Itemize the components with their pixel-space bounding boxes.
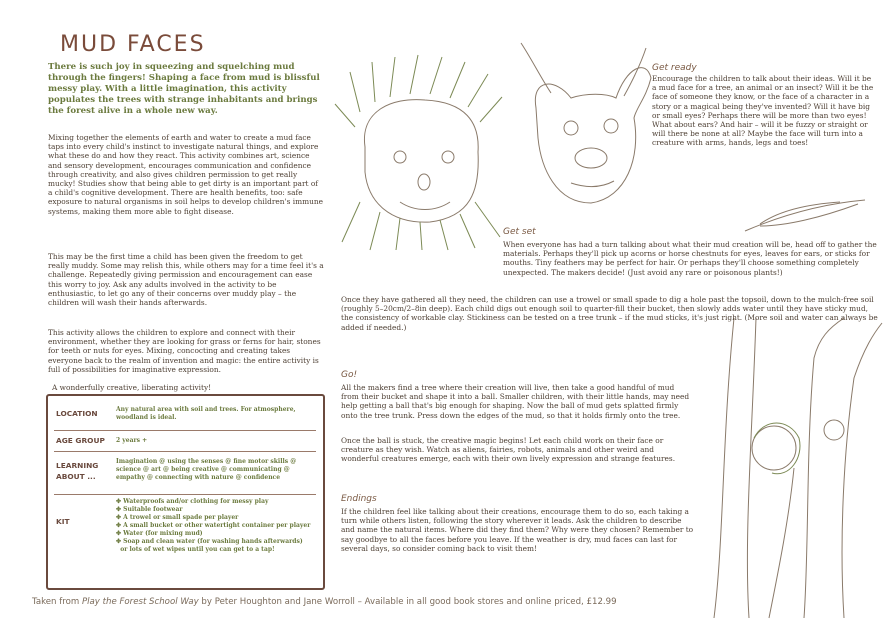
activity-info-box <box>46 394 325 590</box>
age-group-label: AGE GROUP <box>56 436 105 445</box>
kit-item: ✤ Waterproofs and/or clothing for messy play <box>116 498 269 505</box>
endings-text: If the children feel like talking about their creations, encourage them to do so, each taking a turn while others listen, following the story wherever it leads. Ask the children to describe and name the natural items. Where did they find them? Why were they chosen? Remember to say goodbye to all the faces before you leave. If the weather is dry, mud faces can last for several days, so consider coming back to visit them! <box>341 507 694 553</box>
learning-label-line2: ABOUT ... <box>56 472 96 481</box>
get-ready-text: Encourage the children to talk about their ideas. Will it be a mud face for a tree, an animal or an insect? Will it be the face of someone they know, or the face of a character in a story or a magical being they've invented? Will it have big or small eyes? Perhaps there will be more than two eyes! What about ears? And hair – will it be fuzzy or straight or will there be none at all? Maybe the face will turn into a creature with arms, hands, legs and toes! <box>652 74 874 148</box>
intro-paragraph-1: Mixing together the elements of earth and water to create a mud face taps into every child's instinct to investigate natural things, and explore what these do and how they react. This activity combines art, science and sensory development, encourages communication and confidence through creativity, and also gives children permission to get really mucky! Studies show that being able to get dirty is an important part of a child's cognitive development. There are health benefits, too: safe exposure to natural organisms in soil helps to develop children's immune systems, making them more able to fight disease. <box>48 133 323 216</box>
kit-item: or lots of wet wipes until you can get to a tap! <box>120 546 275 553</box>
footer-prefix: Taken from <box>32 597 82 607</box>
go-heading: Go! <box>341 370 358 380</box>
intro-paragraph-3: This activity allows the children to explore and connect with their environment, whether they are looking for grass or ferns for hair, stones for teeth or nuts for eyes. Mixing, concocting and creating takes everyone back to the realm of invention and magic: the entire activity is full of possibilities for imaginative expression. <box>48 328 321 374</box>
feather-illustration <box>740 196 870 236</box>
endings-heading: Endings <box>341 494 377 504</box>
info-row-age <box>54 431 316 452</box>
footer-book-title: Play the Forest School Way <box>81 597 199 607</box>
kit-list <box>116 498 312 554</box>
footer-credit <box>32 597 617 607</box>
info-row-location <box>54 400 316 431</box>
intro-paragraph-2: This may be the first time a child has been given the freedom to get really muddy. Some may relish this, while others may for a time feel it's a challenge. Repeatedly giving permission and encouragement can ease this worry to joy. Ask any adults involved in the activity to be enthusiastic, to let go any of their concerns over muddy play – the children will wash their hands afterwards. <box>48 252 324 308</box>
fern-mud-face-illustration <box>330 52 510 252</box>
kit-item: ✤ A small bucket or other watertight container per player <box>116 522 311 529</box>
page-title: MUD FACES <box>60 32 206 57</box>
get-set-text-1: When everyone has had a turn talking about what their mud creation will be, head off to gather the materials. Perhaps they'll pick up acorns or horse chestnuts for eyes, leaves for ears, or sticks for mouths. Tiny feathers may be perfect for hair. Or perhaps they'll choose something completely unexpected. The makers decide! (Just avoid any rare or poisonous plants!) <box>503 240 877 277</box>
get-set-heading: Get set <box>503 227 536 237</box>
location-label: LOCATION <box>56 409 98 418</box>
location-value: Any natural area with soil and trees. For atmosphere, woodland is ideal. <box>116 406 296 421</box>
kit-item: ✤ Suitable footwear <box>116 506 183 513</box>
get-set-text-2: Once they have gathered all they need, the children can use a trowel or small spade to dig a hole past the topsoil, down to the mulch-free soil (roughly 5–20cm/2–8in deep). Each child digs out enough soil to quarter-fill their bucket, then slowly adds water until they have sticky mud, the consistency of workable clay. Stickiness can be tested on a tree trunk – if the mud sticks, it's just right. (More soil and water can always be added if needed.) <box>341 295 878 332</box>
forest-trees-illustration <box>694 318 884 628</box>
info-row-learning <box>54 452 316 495</box>
footer-suffix: by Peter Houghton and Jane Worroll – Available in all good book stores and online priced, £12.99 <box>198 597 617 607</box>
kit-item: ✤ Water (for mixing mud) <box>116 530 203 537</box>
go-text-2: Once the ball is stuck, the creative magic begins! Let each child work on their face or creature as they wish. Watch as aliens, fairies, robots, animals and other weird and wonderful creatures emerge, each with their own lively expression and strange features. <box>341 436 676 464</box>
go-text-1: All the makers find a tree where their creation will live, then take a good handful of mud from their bucket and shape it into a ball. Smaller children, with their little hands, may need help getting a ball that's big enough for shaping. Now the ball of mud gets splatted firmly onto the tree trunk. Press down the edges of the mud, so that it holds firmly onto the tree. <box>341 383 690 420</box>
get-ready-heading: Get ready <box>652 63 697 73</box>
info-row-kit <box>54 495 316 583</box>
animal-mud-face-illustration <box>516 38 656 218</box>
kit-item: ✤ A trowel or small spade per player <box>116 514 239 521</box>
learning-label-line1: LEARNING <box>56 461 99 470</box>
learning-value: Imagination @ using the senses @ fine motor skills @ science @ art @ being creative @ communicating @ empathy @ connecting with nature @ confidence <box>116 458 297 481</box>
age-group-value: 2 years + <box>116 437 148 444</box>
kit-label: KIT <box>56 517 70 526</box>
intro-closing-line: A wonderfully creative, liberating activity! <box>52 383 212 392</box>
lead-paragraph: There is such joy in squeezing and squelching mud through the fingers! Shaping a face from mud is blissful messy play. With a little imagination, this activity populates the trees with strange inhabitants and brings the forest alive in a whole new way. <box>48 62 320 116</box>
kit-item: ✤ Soap and clean water (for washing hands afterwards) <box>116 538 303 545</box>
